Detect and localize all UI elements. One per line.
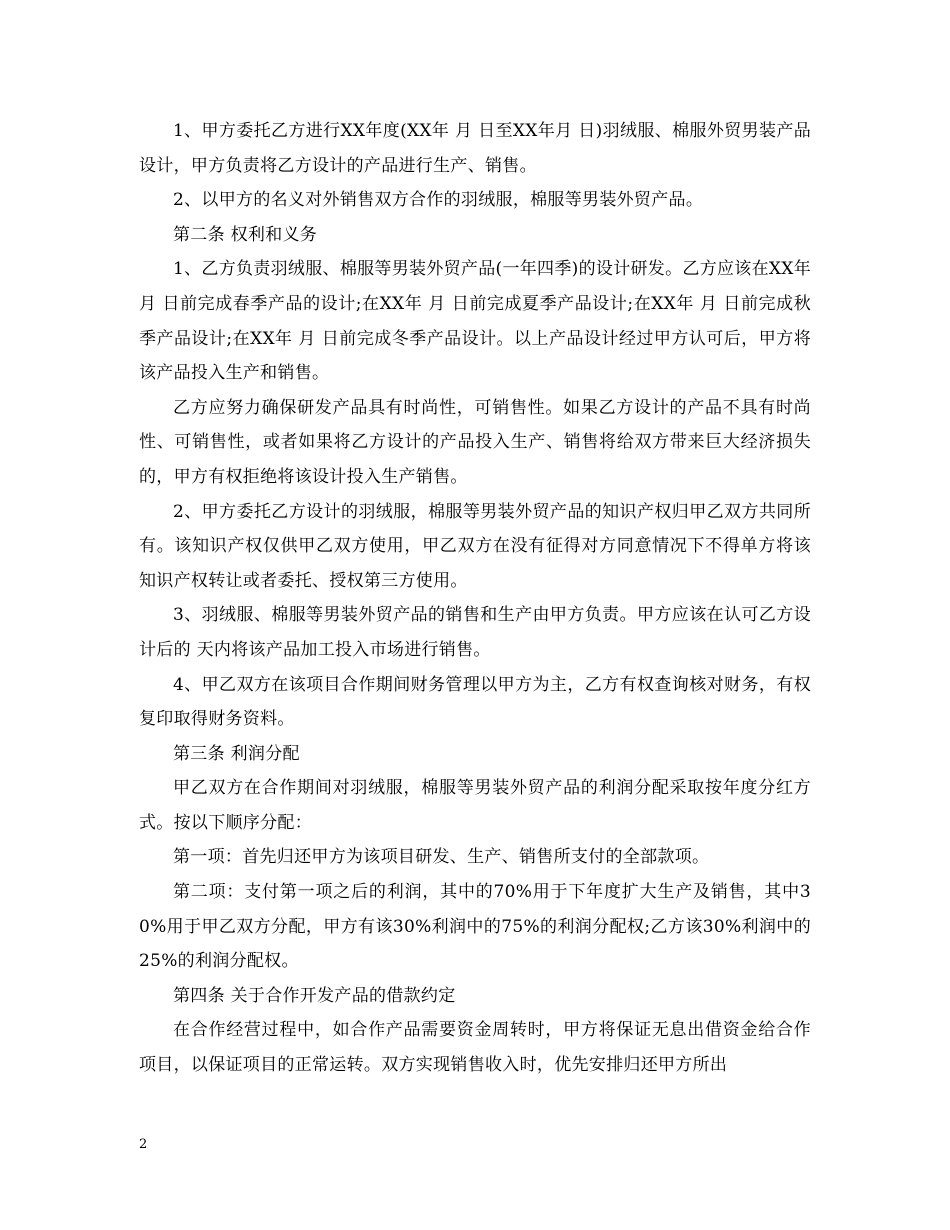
paragraph-clause-3-item-2: 第二项：支付第一项之后的利润，其中的70%用于下年度扩大生产及销售，其中30%用于甲乙双方分配，甲方有该30%利润中的75%的利润分配权;乙方该30%利润中的25%的利润分配权。	[139, 882, 811, 972]
document-body	[139, 114, 811, 1083]
section-heading-article-2: 第二条 权利和义务	[173, 224, 318, 245]
section-heading-article-4: 第四条 关于合作开发产品的借款约定	[173, 985, 456, 1006]
paragraph-clause-3-item-1: 第一项：首先归还甲方为该项目研发、生产、销售所支付的全部款项。	[173, 847, 710, 868]
page-number: 2	[139, 1137, 148, 1152]
paragraph-clause-2-1: 1、乙方负责羽绒服、棉服等男装外贸产品(一年四季)的设计研发。乙方应该在XX年 月 日前完成春季产品的设计;在XX年 月 日前完成夏季产品设计;在XX年 月 日前完成秋季产品设计;在XX年 月 日前完成冬季产品设计。以上产品设计经过甲方认可后，甲方将该产品投入生产和销售。	[139, 259, 811, 384]
paragraph-clause-1-2: 2、以甲方的名义对外销售双方合作的羽绒服，棉服等男装外贸产品。	[173, 190, 704, 211]
paragraph-clause-2-1-note: 乙方应努力确保研发产品具有时尚性，可销售性。如果乙方设计的产品不具有时尚性、可销售性，或者如果将乙方设计的产品投入生产、销售将给双方带来巨大经济损失的，甲方有权拒绝将该设计投入生产销售。	[139, 397, 811, 487]
paragraph-clause-1-1: 1、甲方委托乙方进行XX年度(XX年 月 日至XX年月 日)羽绒服、棉服外贸男装产品设计，甲方负责将乙方设计的产品进行生产、销售。	[139, 121, 811, 176]
section-heading-article-3: 第三条 利润分配	[173, 743, 300, 764]
paragraph-clause-4-1: 在合作经营过程中，如合作产品需要资金周转时，甲方将保证无息出借资金给合作项目，以保证项目的正常运转。双方实现销售收入时，优先安排归还甲方所出	[139, 1020, 811, 1076]
paragraph-clause-2-4: 4、甲乙双方在该项目合作期间财务管理以甲方为主，乙方有权查询核对财务，有权复印取得财务资料。	[139, 674, 811, 730]
paragraph-clause-3-intro: 甲乙双方在合作期间对羽绒服，棉服等男装外贸产品的利润分配采取按年度分红方式。按以下顺序分配：	[139, 778, 811, 833]
paragraph-clause-2-2: 2、甲方委托乙方设计的羽绒服，棉服等男装外贸产品的知识产权归甲乙双方共同所有。该知识产权仅供甲乙双方使用，甲乙双方在没有征得对方同意情况下不得单方将该知识产权转让或者委托、授权第三方使用。	[139, 501, 811, 591]
paragraph-clause-2-3: 3、羽绒服、棉服等男装外贸产品的销售和生产由甲方负责。甲方应该在认可乙方设计后的 天内将该产品加工投入市场进行销售。	[139, 605, 811, 660]
